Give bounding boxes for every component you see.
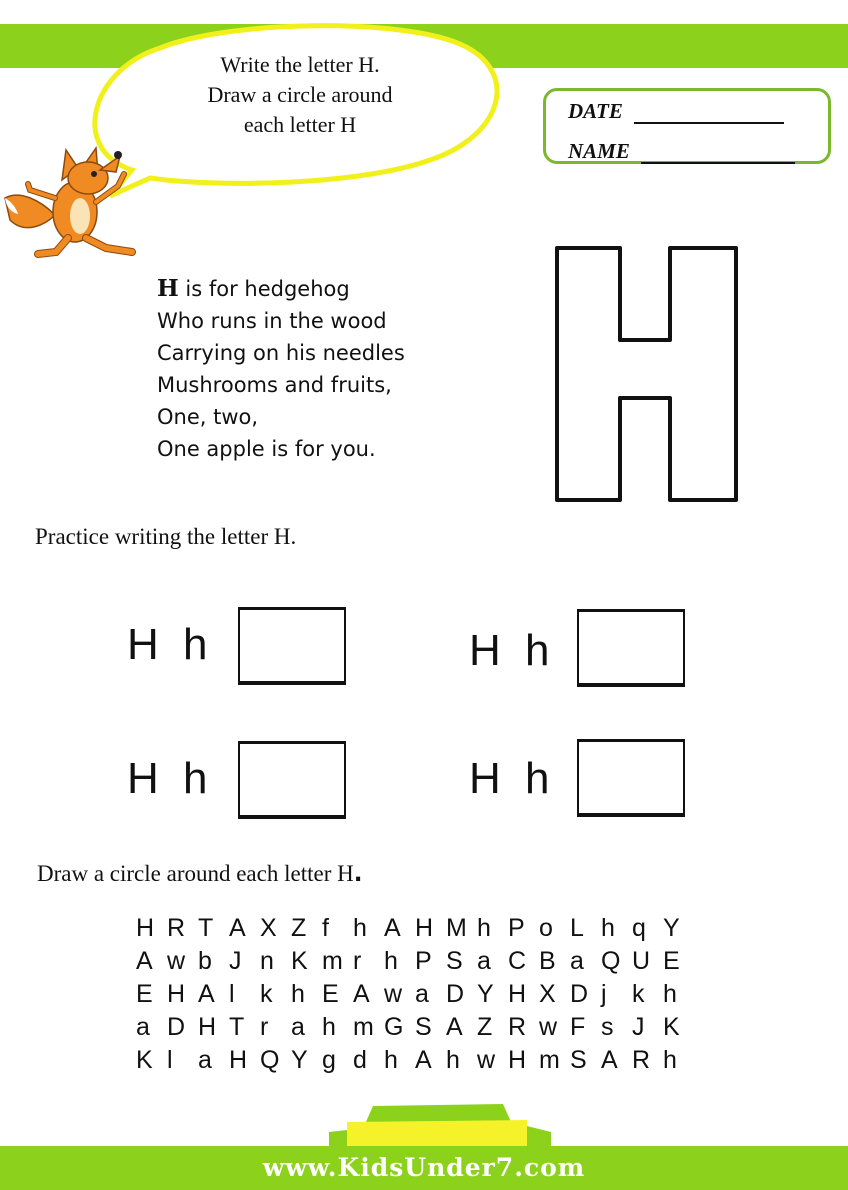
grid-letter[interactable]: S xyxy=(446,947,463,975)
grid-letter[interactable]: a xyxy=(570,947,584,975)
poem-first-rest: is for hedgehog xyxy=(178,277,350,301)
poem-line-5: One, two, xyxy=(157,405,259,429)
grid-letter[interactable]: h xyxy=(663,980,677,1008)
grid-letter[interactable]: K xyxy=(663,1013,680,1041)
date-line xyxy=(634,102,784,124)
grid-letter[interactable]: H xyxy=(415,914,434,942)
grid-letter[interactable]: s xyxy=(601,1013,614,1041)
grid-letter[interactable]: A xyxy=(136,947,153,975)
date-field[interactable] xyxy=(568,99,784,124)
grid-letter[interactable]: h xyxy=(477,914,491,942)
grid-letter[interactable]: j xyxy=(601,980,607,1008)
grid-letter[interactable]: n xyxy=(260,947,274,975)
grid-letter[interactable]: H xyxy=(508,980,527,1008)
grid-letter[interactable]: Z xyxy=(477,1013,493,1041)
grid-letter[interactable]: R xyxy=(508,1013,527,1041)
grid-letter[interactable]: E xyxy=(322,980,339,1008)
name-label: NAME xyxy=(568,139,630,163)
circle-task-period: . xyxy=(353,861,363,887)
poem-line-2: Who runs in the wood xyxy=(157,309,387,333)
name-field[interactable] xyxy=(568,139,795,164)
grid-letter[interactable]: h xyxy=(663,1046,677,1074)
date-name-box xyxy=(543,88,831,164)
grid-letter[interactable]: Y xyxy=(663,914,680,942)
grid-letter[interactable]: H xyxy=(167,980,186,1008)
grid-letter[interactable]: w xyxy=(477,1046,496,1074)
hedgehog-poem xyxy=(157,273,405,465)
grid-letter[interactable]: A xyxy=(415,1046,432,1074)
grid-letter[interactable]: h xyxy=(384,947,398,975)
grid-letter[interactable]: l xyxy=(229,980,235,1008)
grid-letter[interactable]: A xyxy=(446,1013,463,1041)
grid-letter[interactable]: P xyxy=(508,914,525,942)
grid-letter[interactable]: h xyxy=(601,914,615,942)
grid-letter[interactable]: S xyxy=(415,1013,432,1041)
grid-letter[interactable]: F xyxy=(570,1013,586,1041)
letter-row xyxy=(136,912,694,945)
grid-letter[interactable]: M xyxy=(446,914,467,942)
poem-line-1 xyxy=(157,273,405,305)
grid-letter[interactable]: a xyxy=(291,1013,305,1041)
grid-letter[interactable]: m xyxy=(353,1013,374,1041)
site-url-link[interactable]: www.KidsUnder7.com xyxy=(262,1153,586,1182)
letter-row xyxy=(136,1011,694,1044)
grid-letter[interactable]: w xyxy=(167,947,186,975)
circle-task-heading xyxy=(37,861,362,887)
grid-letter[interactable]: A xyxy=(198,980,215,1008)
grid-letter[interactable]: R xyxy=(167,914,186,942)
grid-letter[interactable]: k xyxy=(260,980,273,1008)
practice-box-3[interactable] xyxy=(238,741,346,819)
grid-letter[interactable]: Y xyxy=(291,1046,308,1074)
grid-letter[interactable]: a xyxy=(477,947,491,975)
grid-letter[interactable]: l xyxy=(167,1046,173,1074)
grid-letter[interactable]: R xyxy=(632,1046,651,1074)
grid-letter[interactable]: A xyxy=(353,980,370,1008)
grid-letter[interactable]: m xyxy=(539,1046,560,1074)
practice-heading: Practice writing the letter H. xyxy=(35,524,297,549)
grid-letter[interactable]: Q xyxy=(260,1046,280,1074)
poem-line-4: Mushrooms and fruits, xyxy=(157,373,392,397)
instruction-line-2: Draw a circle around xyxy=(207,82,393,107)
grid-letter[interactable]: T xyxy=(229,1013,245,1041)
grid-letter[interactable]: a xyxy=(415,980,429,1008)
grid-letter[interactable]: H xyxy=(136,914,155,942)
practice-box-4[interactable] xyxy=(577,739,685,817)
practice-pair-1: H h xyxy=(127,620,214,669)
letter-row xyxy=(136,945,694,978)
grid-letter[interactable]: K xyxy=(291,947,308,975)
grid-letter[interactable]: H xyxy=(198,1013,217,1041)
grid-letter[interactable]: a xyxy=(136,1013,150,1041)
grid-letter[interactable]: A xyxy=(601,1046,618,1074)
big-letter-outline xyxy=(550,242,744,506)
grid-letter[interactable]: D xyxy=(167,1013,186,1041)
grid-letter[interactable]: d xyxy=(353,1046,367,1074)
grid-letter[interactable]: r xyxy=(353,947,362,975)
grid-letter[interactable]: k xyxy=(632,980,645,1008)
grid-letter[interactable]: w xyxy=(384,980,403,1008)
practice-pair-2: H h xyxy=(469,626,556,675)
grid-letter[interactable]: B xyxy=(539,947,556,975)
grid-letter[interactable]: o xyxy=(539,914,553,942)
letter-row xyxy=(136,1044,694,1077)
footer-ribbon xyxy=(325,1102,555,1150)
grid-letter[interactable]: D xyxy=(570,980,589,1008)
poem-line-3: Carrying on his needles xyxy=(157,341,405,365)
date-label: DATE xyxy=(568,99,623,123)
fox-mascot xyxy=(0,140,150,265)
grid-letter[interactable]: w xyxy=(539,1013,558,1041)
instruction-line-3: each letter H xyxy=(243,112,357,137)
grid-letter[interactable]: E xyxy=(136,980,153,1008)
grid-letter[interactable]: J xyxy=(229,947,242,975)
grid-letter[interactable]: K xyxy=(136,1046,153,1074)
grid-letter[interactable]: q xyxy=(632,914,646,942)
grid-letter[interactable]: a xyxy=(198,1046,212,1074)
grid-letter[interactable]: A xyxy=(384,914,401,942)
grid-letter[interactable]: T xyxy=(198,914,214,942)
grid-letter[interactable]: X xyxy=(539,980,556,1008)
circle-task-heading-text: Draw a circle around each letter H xyxy=(37,861,354,886)
grid-letter[interactable]: P xyxy=(415,947,432,975)
grid-letter[interactable]: L xyxy=(570,914,584,942)
grid-letter[interactable]: C xyxy=(508,947,527,975)
grid-letter[interactable]: H xyxy=(508,1046,527,1074)
grid-letter[interactable]: G xyxy=(384,1013,404,1041)
grid-letter[interactable]: E xyxy=(663,947,680,975)
poem-line-6: One apple is for you. xyxy=(157,437,376,461)
grid-letter[interactable]: b xyxy=(198,947,212,975)
grid-letter[interactable]: h xyxy=(322,1013,336,1041)
instruction-text xyxy=(150,50,450,140)
grid-letter[interactable]: f xyxy=(322,914,329,942)
grid-letter[interactable]: Z xyxy=(291,914,307,942)
name-line xyxy=(641,142,795,164)
grid-letter[interactable]: Y xyxy=(477,980,494,1008)
practice-box-1[interactable] xyxy=(238,607,346,685)
instruction-line-1: Write the letter H. xyxy=(220,52,380,77)
grid-letter[interactable]: A xyxy=(229,914,246,942)
grid-letter[interactable]: m xyxy=(322,947,343,975)
grid-letter[interactable]: h xyxy=(291,980,305,1008)
letter-grid xyxy=(136,912,694,1077)
practice-box-2[interactable] xyxy=(577,609,685,687)
practice-pair-3: H h xyxy=(127,754,214,803)
grid-letter[interactable]: S xyxy=(570,1046,587,1074)
grid-letter[interactable]: h xyxy=(353,914,367,942)
grid-letter[interactable]: X xyxy=(260,914,277,942)
poem-first-letter: H xyxy=(157,275,179,302)
grid-letter[interactable]: h xyxy=(446,1046,460,1074)
grid-letter[interactable]: H xyxy=(229,1046,248,1074)
grid-letter[interactable]: D xyxy=(446,980,465,1008)
grid-letter[interactable]: U xyxy=(632,947,651,975)
practice-pair-4: H h xyxy=(469,754,556,803)
grid-letter[interactable]: r xyxy=(260,1013,269,1041)
grid-letter[interactable]: h xyxy=(384,1046,398,1074)
grid-letter[interactable]: g xyxy=(322,1046,336,1074)
grid-letter[interactable]: J xyxy=(632,1013,645,1041)
grid-letter[interactable]: Q xyxy=(601,947,621,975)
letter-row xyxy=(136,978,694,1011)
